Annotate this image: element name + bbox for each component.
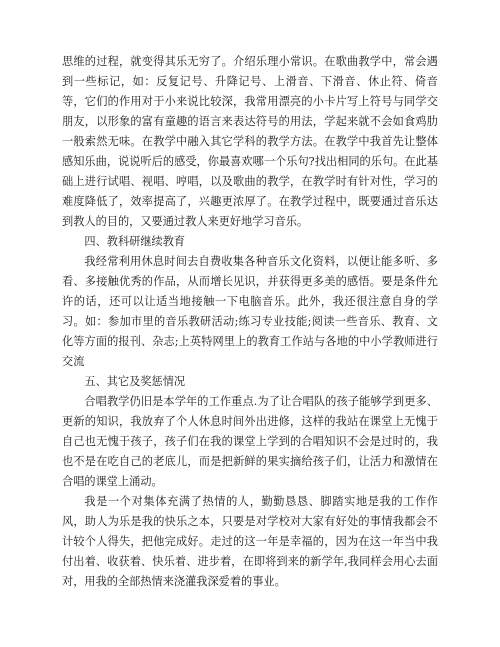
paragraph-music-teaching: 思维的过程，就变得其乐无穷了。介绍乐理小常识。在歌曲教学中，常会遇到一些标记，如：反复记号、升降记号、上滑音、下滑音、休止符、倚音等，它们的作用对于小来说比较深，我常用漂亮的小卡片写上符号与同学交朋友，以形象的富有童趣的语言来表达符号的用法，学起来就不会如食鸡肋一般索然无味。在教学中融入其它学科的教学方法。在教学中我首先让整体感知乐曲，说说听后的感受，你最喜欢哪一个乐句?找出相同的乐句。在此基础上进行试唱、视唱、哼唱，以及歌曲的教学，在教学时有针对性，学习的难度降低了，效率提高了，兴趣更浓厚了。在教学过程中，既要通过音乐达到教人的目的，又要通过教人来更好地学习音乐。: [62, 55, 438, 228]
section-heading-research: 四、教科研继续教育: [84, 235, 186, 248]
section-heading-other: 五、其它及奖惩情况: [84, 375, 186, 388]
document-page: [62, 52, 438, 592]
paragraph-self-study: 我经常利用休息时间去自费收集各种音乐文化资料，以便让能多听、多看、多接触优秀的作品，从而增长见识，并获得更多美的感悟。要是条件允许的话，还可以让适当地接触一下电脑音乐。此外，我还很注意自身的学习。如：参加市里的音乐教研活动;练习专业技能;阅读一些音乐、教育、文化等方面的报刊、杂志;上英特网里上的教育工作站与各地的中小学教师进行交流: [62, 255, 438, 368]
paragraph-choir-teaching: 合唱教学仍旧是本学年的工作重点.为了让合唱队的孩子能够学到更多、更新的知识，我放弃了个人休息时间外出进修，这样的我站在课堂上无愧于自己也无愧于孩子，孩子们在我的课堂上学到的合唱知识不会是过时的，我也不是在吃自己的老底儿，而是把新鲜的果实摘给孩子们，让活力和激情在合唱的课堂上涌动。: [62, 395, 438, 488]
paragraph-personal-summary: 我是一个对集体充满了热情的人，勤勤恳恳、脚踏实地是我的工作作风，助人为乐是我的快乐之本，只要是对学校对大家有好处的事情我都会不计较个人得失，把他完成好。走过的这一年是幸福的，因为在这一年当中我付出着、收获着、快乐着、进步着，在即将到来的新学年,我同样会用心去面对，用我的全部热情来浇灌我深爱着的事业。: [62, 495, 438, 588]
